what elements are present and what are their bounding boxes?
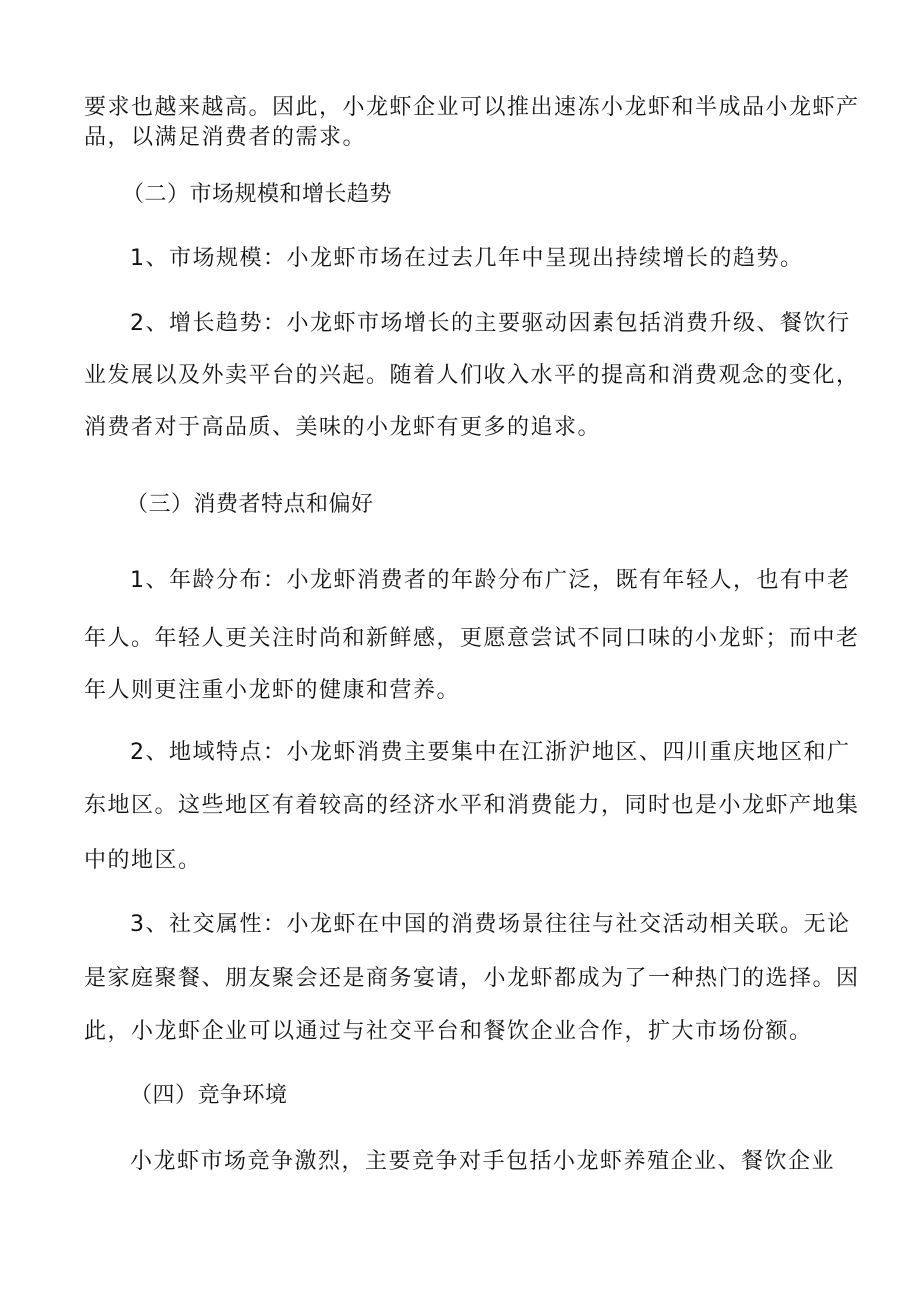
paragraph-line: 年人。年轻人更关注时尚和新鲜感，更愿意尝试不同口味的小龙虾；而中老 — [84, 626, 860, 651]
paragraph-line: 2、增长趋势：小龙虾市场增长的主要驱动因素包括消费升级、餐饮行 — [130, 311, 851, 336]
section-heading: （二）市场规模和增长趋势 — [122, 182, 393, 207]
paragraph-line: 1、年龄分布：小龙虾消费者的年龄分布广泛，既有年轻人，也有中老 — [130, 568, 851, 593]
paragraph-line: 中的地区。 — [84, 848, 202, 873]
paragraph-line: 是家庭聚餐、朋友聚会还是商务宴请，小龙虾都成为了一种热门的选择。因 — [84, 966, 860, 991]
paragraph-line: 东地区。这些地区有着较高的经济水平和消费能力，同时也是小龙虾产地集 — [84, 793, 860, 818]
section-heading: （三）消费者特点和偏好 — [126, 492, 374, 517]
paragraph-line: 业发展以及外卖平台的兴起。随着人们收入水平的提高和消费观念的变化， — [84, 363, 860, 388]
paragraph-line: 1、市场规模：小龙虾市场在过去几年中呈现出持续增长的趋势。 — [130, 246, 804, 271]
paragraph-line: 小龙虾市场竞争激烈，主要竞争对手包括小龙虾养殖企业、餐饮企业 — [130, 1149, 836, 1174]
paragraph-line: 此，小龙虾企业可以通过与社交平台和餐饮企业合作，扩大市场份额。 — [84, 1019, 813, 1044]
paragraph-line: 2、地域特点：小龙虾消费主要集中在江浙沪地区、四川重庆地区和广 — [130, 740, 851, 765]
paragraph-line: 消费者对于高品质、美味的小龙虾有更多的追求。 — [84, 415, 602, 440]
paragraph-line: 3、社交属性：小龙虾在中国的消费场景往往与社交活动相关联。无论 — [130, 912, 851, 937]
paragraph-line: 要求也越来越高。因此，小龙虾企业可以推出速冻小龙虾和半成品小龙虾产 — [84, 95, 860, 120]
paragraph-line: 品，以满足消费者的需求。 — [84, 125, 367, 150]
paragraph-line: 年人则更注重小龙虾的健康和营养。 — [84, 678, 461, 703]
section-heading: （四）竞争环境 — [130, 1083, 288, 1108]
